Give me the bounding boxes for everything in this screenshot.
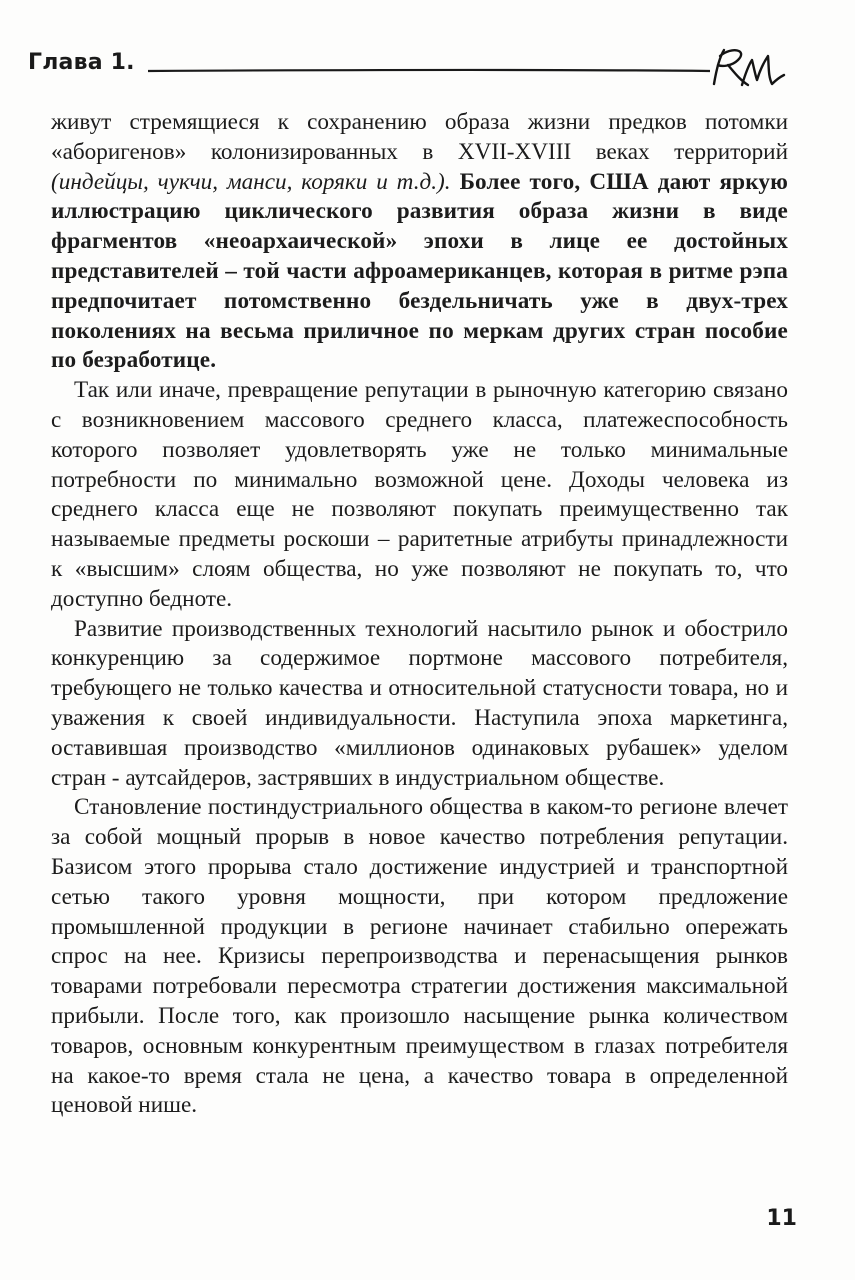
page-number: 11: [766, 1206, 797, 1231]
rm-signature-logo: [714, 50, 784, 85]
header-rule-and-logo: [20, 44, 810, 90]
paragraph-1-italic: (индейцы, чукчи, манси, коряки и т.д.).: [51, 168, 451, 195]
paragraph-3: Развитие производственных технологий насытило рынок и обострило конкуренцию за содержимое портмоне массового потребителя, требующего не только качества и относительной статусности товара, но и уважения к своей индивидуальности. Наступила эпоха маркетинга, оставившая производство «миллионов одинаковых рубашек» уделом стран - аутсайдеров, застрявших в индустриальном обществе.: [51, 615, 788, 791]
paragraph-1: [51, 108, 788, 376]
paragraph-2: Так или иначе, превращение репутации в рыночную категорию связано с возникновением массового среднего класса, платежеспособность которого позволяет удовлетворять уже не только минимальные потребности по минимально возможной цене. Доходы человека из среднего класса еще не позволяют покупать преимущественно так называемые предметы роскоши – раритетные атрибуты принадлежности к «высшим» слоям общества, но уже позволяют не покупать то, что доступно бедноте.: [51, 377, 788, 612]
paragraph-4: Становление постиндустриального общества в каком-то регионе влечет за собой мощный прорыв в новое качество потребления репутации. Базисом этого прорыва стало достижение индустрией и транспортной сетью такого уровня мощности, при котором предложение промышленной продукции в регионе начинает стабильно опережать спрос на нее. Кризисы перепроизводства и перенасыщения рынков товарами потребовали пересмотра стратегии достижения максимальной прибыли. После того, как произошло насыщение рынка количеством товаров, основным конкурентным преимуществом в глазах потребителя на какое-то время стала не цена, а качество товара в определенной ценовой нише.: [51, 794, 788, 1119]
body-text: [51, 108, 788, 1121]
chapter-title: Глава 1.: [28, 50, 135, 75]
paragraph-1-plain: живут стремящиеся к сохранению образа жизни предков потомки «аборигенов» колонизированных в XVII-XVIII веках территорий: [51, 109, 788, 165]
paragraph-1-bold: Более того, США дают яркую иллюстрацию циклического развития образа жизни в виде фрагментов «неоархаической» эпохи в лице ее достойных представителей – той части афроамериканцев, которая в ритме рэпа предпочитает потомственно бездельничать уже в двух-трех поколениях на весьма приличное по меркам других стран пособие по безработице.: [51, 168, 788, 374]
running-header: [20, 44, 810, 90]
